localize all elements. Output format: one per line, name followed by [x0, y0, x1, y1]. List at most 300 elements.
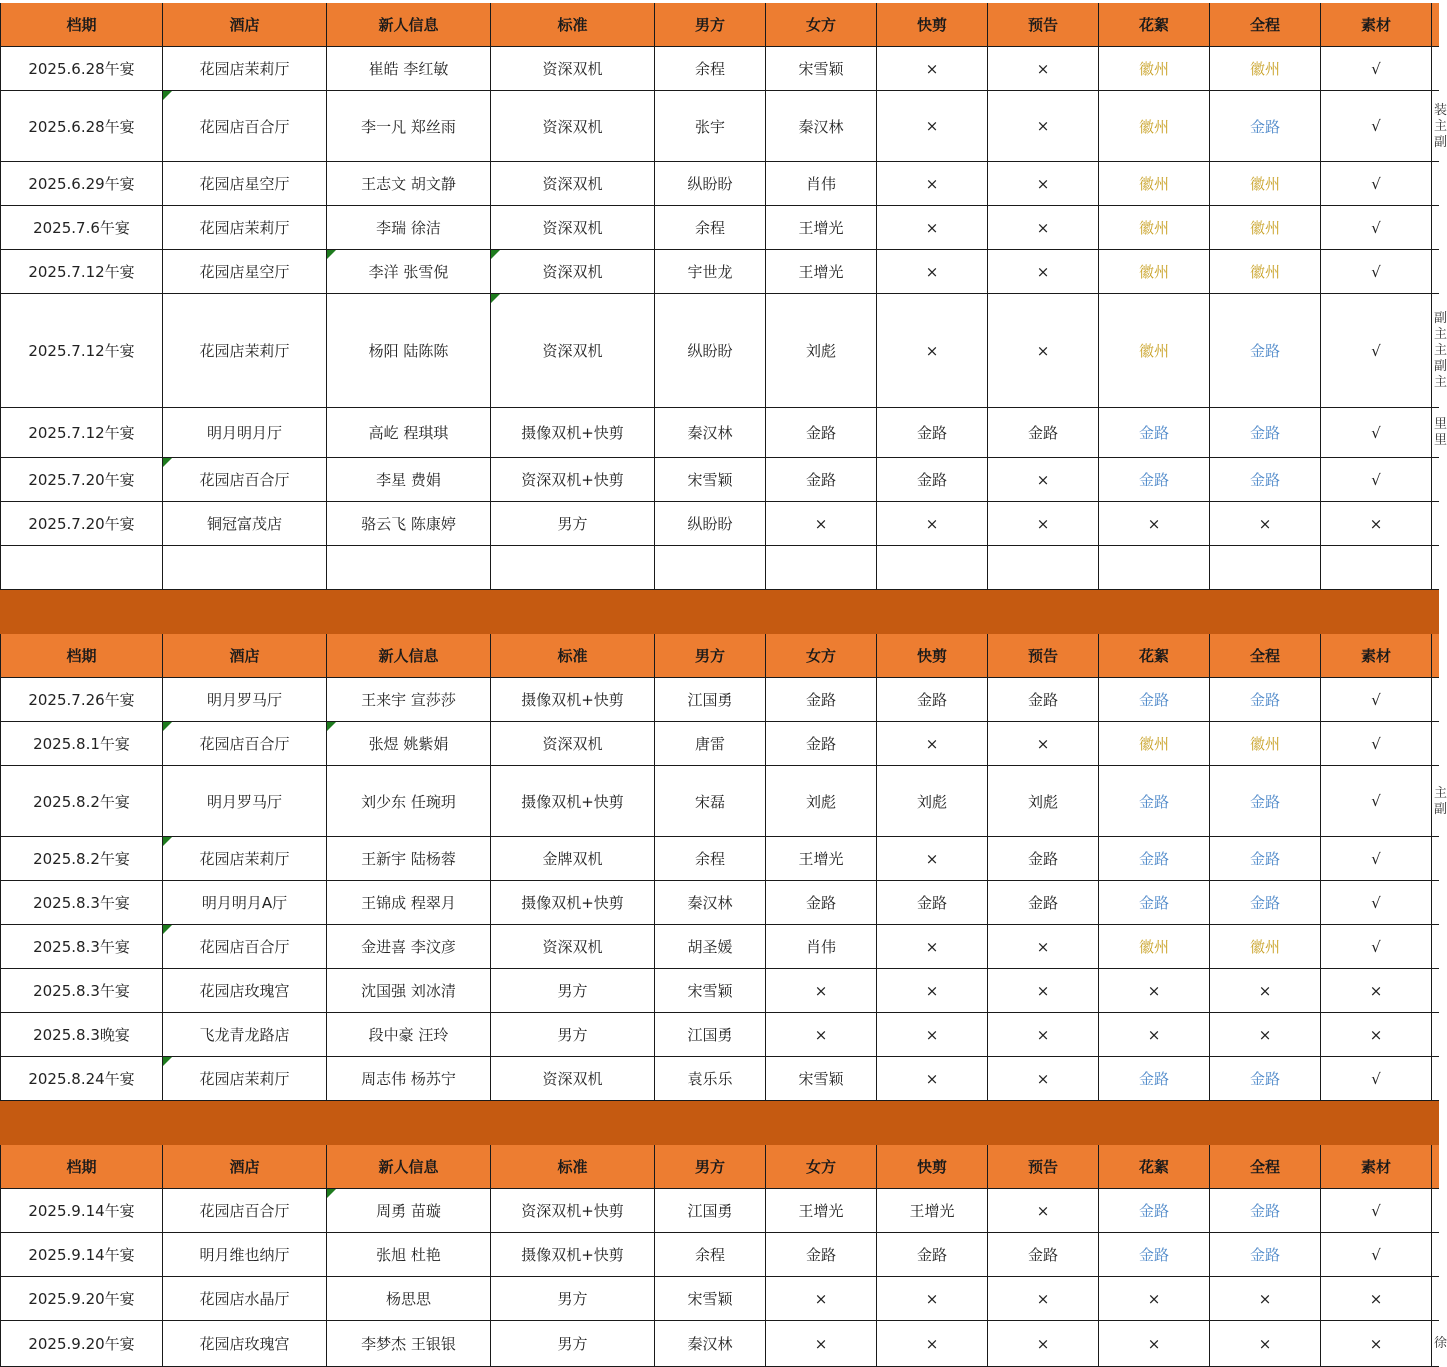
cell-highlights[interactable] [1099, 766, 1210, 837]
cell-groom-side[interactable] [655, 1057, 766, 1101]
cell-bride-side[interactable] [766, 1321, 877, 1367]
cell-text: 资深双机 [542, 219, 603, 237]
cell-trailer[interactable] [988, 969, 1099, 1013]
cell-bride-side[interactable] [766, 250, 877, 294]
cell-hotel[interactable] [163, 1321, 327, 1367]
cell-materials[interactable] [1321, 925, 1432, 969]
column-header-materials[interactable]: 素材 [1321, 1145, 1432, 1189]
cell-groom-side[interactable] [655, 250, 766, 294]
cell-text: 江国勇 [687, 1202, 733, 1220]
cell-full[interactable] [1210, 91, 1321, 162]
cell-couple[interactable] [327, 1189, 491, 1233]
column-header-bride-side[interactable]: 女方 [766, 1145, 877, 1189]
cell-couple[interactable] [327, 206, 491, 250]
cell-text: × [1036, 59, 1050, 78]
cell-trailer[interactable] [988, 502, 1099, 546]
cell-couple[interactable] [327, 837, 491, 881]
cell-hotel[interactable] [163, 678, 327, 722]
cell-package[interactable] [491, 881, 655, 925]
cell-full[interactable] [1210, 47, 1321, 91]
cell-bride-side[interactable] [766, 206, 877, 250]
column-header-materials[interactable]: 素材 [1321, 3, 1432, 47]
cell-full[interactable] [1210, 678, 1321, 722]
cell-trailer[interactable] [988, 766, 1099, 837]
cell-trailer[interactable] [988, 837, 1099, 881]
cell-quick-cut[interactable] [877, 91, 988, 162]
cell-bride-side[interactable] [766, 925, 877, 969]
cell-package[interactable] [491, 1321, 655, 1367]
cell-hotel[interactable] [163, 766, 327, 837]
cell-couple[interactable] [327, 1057, 491, 1101]
cell-date[interactable] [0, 1189, 163, 1233]
cell-materials[interactable] [1321, 837, 1432, 881]
column-header-full[interactable]: 全程 [1210, 1145, 1321, 1189]
cell-package[interactable] [491, 1013, 655, 1057]
cell-full[interactable] [1210, 546, 1321, 590]
cell-highlights[interactable] [1099, 1057, 1210, 1101]
cell-highlights[interactable] [1099, 1233, 1210, 1277]
cell-full[interactable] [1210, 162, 1321, 206]
cell-bride-side[interactable] [766, 294, 877, 408]
cell-trailer[interactable] [988, 162, 1099, 206]
column-header-quick-cut[interactable]: 快剪 [877, 1145, 988, 1189]
cell-highlights[interactable] [1099, 250, 1210, 294]
cell-couple[interactable] [327, 408, 491, 458]
cell-hotel[interactable] [163, 722, 327, 766]
cell-package[interactable] [491, 1057, 655, 1101]
cell-materials[interactable] [1321, 502, 1432, 546]
column-header-groom-side[interactable]: 男方 [655, 1145, 766, 1189]
cell-trailer[interactable] [988, 722, 1099, 766]
cell-bride-side[interactable] [766, 1233, 877, 1277]
cell-package[interactable] [491, 250, 655, 294]
cell-materials[interactable] [1321, 162, 1432, 206]
cell-package[interactable] [491, 294, 655, 408]
cell-highlights[interactable] [1099, 1277, 1210, 1321]
cell-highlights[interactable] [1099, 1189, 1210, 1233]
cell-hotel[interactable] [163, 250, 327, 294]
cell-highlights[interactable] [1099, 91, 1210, 162]
cell-hotel[interactable] [163, 206, 327, 250]
cell-highlights[interactable] [1099, 294, 1210, 408]
cell-couple[interactable] [327, 1321, 491, 1367]
cell-highlights[interactable] [1099, 969, 1210, 1013]
cell-highlights[interactable] [1099, 206, 1210, 250]
cell-materials[interactable] [1321, 1013, 1432, 1057]
cell-couple[interactable] [327, 47, 491, 91]
cell-date[interactable] [0, 1321, 163, 1367]
cell-materials[interactable] [1321, 881, 1432, 925]
cell-materials[interactable] [1321, 722, 1432, 766]
cell-hotel[interactable] [163, 1057, 327, 1101]
cell-materials[interactable] [1321, 47, 1432, 91]
cell-quick-cut[interactable] [877, 1013, 988, 1057]
column-header-date[interactable]: 档期 [0, 1145, 163, 1189]
cell-couple[interactable] [327, 969, 491, 1013]
cell-couple[interactable] [327, 1233, 491, 1277]
cell-full[interactable] [1210, 1233, 1321, 1277]
cell-date[interactable] [0, 1277, 163, 1321]
cell-quick-cut[interactable] [877, 678, 988, 722]
cell-full[interactable] [1210, 766, 1321, 837]
column-header-highlights[interactable]: 花絮 [1099, 1145, 1210, 1189]
column-header-bride-side[interactable]: 女方 [766, 634, 877, 678]
cell-date[interactable] [0, 1057, 163, 1101]
cell-package[interactable] [491, 408, 655, 458]
cell-package[interactable] [491, 1233, 655, 1277]
cell-date[interactable] [0, 458, 163, 502]
cell-bride-side[interactable] [766, 458, 877, 502]
cell-hotel[interactable] [163, 91, 327, 162]
cell-package[interactable] [491, 1189, 655, 1233]
cell-date[interactable] [0, 294, 163, 408]
cell-quick-cut[interactable] [877, 47, 988, 91]
column-header-trailer[interactable]: 预告 [988, 3, 1099, 47]
cell-trailer[interactable] [988, 1321, 1099, 1367]
cell-full[interactable] [1210, 1013, 1321, 1057]
cell-bride-side[interactable] [766, 722, 877, 766]
cell-couple[interactable] [327, 546, 491, 590]
cell-package[interactable] [491, 837, 655, 881]
cell-package[interactable] [491, 969, 655, 1013]
cell-date[interactable] [0, 502, 163, 546]
cell-package[interactable] [491, 458, 655, 502]
cell-trailer[interactable] [988, 881, 1099, 925]
cell-hotel[interactable] [163, 837, 327, 881]
cell-quick-cut[interactable] [877, 546, 988, 590]
cell-quick-cut[interactable] [877, 766, 988, 837]
column-header-package[interactable]: 标准 [491, 634, 655, 678]
cell-groom-side[interactable] [655, 969, 766, 1013]
cell-trailer[interactable] [988, 925, 1099, 969]
cell-materials[interactable] [1321, 458, 1432, 502]
cell-groom-side[interactable] [655, 502, 766, 546]
cell-hotel[interactable] [163, 408, 327, 458]
cell-date[interactable] [0, 91, 163, 162]
cell-text: 宇世龙 [687, 263, 733, 281]
cell-trailer[interactable] [988, 47, 1099, 91]
column-header-groom-side[interactable]: 男方 [655, 3, 766, 47]
cell-full[interactable] [1210, 925, 1321, 969]
cell-date[interactable] [0, 1013, 163, 1057]
cell-couple[interactable] [327, 678, 491, 722]
cell-highlights[interactable] [1099, 458, 1210, 502]
cell-materials[interactable] [1321, 408, 1432, 458]
cell-date[interactable] [0, 925, 163, 969]
cell-hotel[interactable] [163, 47, 327, 91]
cell-date[interactable] [0, 837, 163, 881]
column-header-highlights[interactable]: 花絮 [1099, 3, 1210, 47]
cell-highlights[interactable] [1099, 678, 1210, 722]
cell-date[interactable] [0, 969, 163, 1013]
column-header-groom-side[interactable]: 男方 [655, 634, 766, 678]
cell-quick-cut[interactable] [877, 502, 988, 546]
cell-bride-side[interactable] [766, 91, 877, 162]
cell-trailer[interactable] [988, 546, 1099, 590]
cell-materials[interactable] [1321, 250, 1432, 294]
cell-hotel[interactable] [163, 294, 327, 408]
cell-text: 金路 [805, 1246, 836, 1264]
cell-trailer[interactable] [988, 1013, 1099, 1057]
cell-groom-side[interactable] [655, 1233, 766, 1277]
cell-text: 王增光 [798, 1202, 844, 1220]
cell-groom-side[interactable] [655, 408, 766, 458]
cell-couple[interactable] [327, 458, 491, 502]
cell-bride-side[interactable] [766, 1277, 877, 1321]
cell-trailer[interactable] [988, 1057, 1099, 1101]
cell-date[interactable] [0, 1233, 163, 1277]
cell-groom-side[interactable] [655, 546, 766, 590]
cell-package[interactable] [491, 766, 655, 837]
cell-groom-side[interactable] [655, 925, 766, 969]
cell-materials[interactable] [1321, 294, 1432, 408]
cell-highlights[interactable] [1099, 925, 1210, 969]
cell-materials[interactable] [1321, 766, 1432, 837]
cell-bride-side[interactable] [766, 1057, 877, 1101]
cell-trailer[interactable] [988, 1189, 1099, 1233]
cell-materials[interactable] [1321, 206, 1432, 250]
cell-date[interactable] [0, 408, 163, 458]
cell-hotel[interactable] [163, 458, 327, 502]
cell-materials[interactable] [1321, 1057, 1432, 1101]
cell-couple[interactable] [327, 1277, 491, 1321]
cell-groom-side[interactable] [655, 722, 766, 766]
cell-date[interactable] [0, 766, 163, 837]
overflow-text-fragment: 主 副 [1434, 785, 1447, 817]
cell-highlights[interactable] [1099, 881, 1210, 925]
cell-materials[interactable] [1321, 546, 1432, 590]
cell-trailer[interactable] [988, 294, 1099, 408]
cell-bride-side[interactable] [766, 837, 877, 881]
column-header-trailer[interactable]: 预告 [988, 1145, 1099, 1189]
column-header-quick-cut[interactable]: 快剪 [877, 634, 988, 678]
cell-trailer[interactable] [988, 458, 1099, 502]
cell-package[interactable] [491, 162, 655, 206]
cell-quick-cut[interactable] [877, 837, 988, 881]
cell-package[interactable] [491, 678, 655, 722]
cell-highlights[interactable] [1099, 47, 1210, 91]
column-header-hotel[interactable]: 酒店 [163, 634, 327, 678]
cell-groom-side[interactable] [655, 294, 766, 408]
cell-full[interactable] [1210, 837, 1321, 881]
cell-hotel[interactable] [163, 1233, 327, 1277]
cell-groom-side[interactable] [655, 206, 766, 250]
cell-couple[interactable] [327, 91, 491, 162]
cell-package[interactable] [491, 502, 655, 546]
column-header-package[interactable]: 标准 [491, 1145, 655, 1189]
cell-hotel[interactable] [163, 502, 327, 546]
cell-package[interactable] [491, 925, 655, 969]
cell-highlights[interactable] [1099, 408, 1210, 458]
cell-materials[interactable] [1321, 1321, 1432, 1367]
cell-package[interactable] [491, 47, 655, 91]
cell-couple[interactable] [327, 1013, 491, 1057]
cell-materials[interactable] [1321, 678, 1432, 722]
cell-groom-side[interactable] [655, 162, 766, 206]
cell-date[interactable] [0, 678, 163, 722]
cell-quick-cut[interactable] [877, 925, 988, 969]
cell-couple[interactable] [327, 162, 491, 206]
cell-groom-side[interactable] [655, 458, 766, 502]
cell-quick-cut[interactable] [877, 250, 988, 294]
cell-groom-side[interactable] [655, 1321, 766, 1367]
cell-date[interactable] [0, 47, 163, 91]
cell-date[interactable] [0, 881, 163, 925]
cell-bride-side[interactable] [766, 766, 877, 837]
cell-quick-cut[interactable] [877, 458, 988, 502]
cell-full[interactable] [1210, 294, 1321, 408]
cell-hotel[interactable] [163, 1189, 327, 1233]
column-header-date[interactable]: 档期 [0, 3, 163, 47]
cell-bride-side[interactable] [766, 1189, 877, 1233]
cell-full[interactable] [1210, 1321, 1321, 1367]
column-header-hotel[interactable]: 酒店 [163, 1145, 327, 1189]
cell-date[interactable] [0, 546, 163, 590]
cell-quick-cut[interactable] [877, 722, 988, 766]
cell-trailer[interactable] [988, 250, 1099, 294]
cell-trailer[interactable] [988, 206, 1099, 250]
cell-highlights[interactable] [1099, 162, 1210, 206]
cell-quick-cut[interactable] [877, 408, 988, 458]
cell-hotel[interactable] [163, 1013, 327, 1057]
cell-bride-side[interactable] [766, 546, 877, 590]
cell-hotel[interactable] [163, 925, 327, 969]
cell-full[interactable] [1210, 458, 1321, 502]
comment-indicator-icon [491, 294, 500, 303]
cell-date[interactable] [0, 162, 163, 206]
cell-bride-side[interactable] [766, 408, 877, 458]
cell-groom-side[interactable] [655, 1013, 766, 1057]
cell-full[interactable] [1210, 1189, 1321, 1233]
cell-quick-cut[interactable] [877, 969, 988, 1013]
cell-quick-cut[interactable] [877, 881, 988, 925]
cell-date[interactable] [0, 206, 163, 250]
column-header-full[interactable]: 全程 [1210, 634, 1321, 678]
cell-bride-side[interactable] [766, 502, 877, 546]
cell-date[interactable] [0, 722, 163, 766]
cell-hotel[interactable] [163, 546, 327, 590]
cell-trailer[interactable] [988, 408, 1099, 458]
cell-text: √ [1371, 893, 1381, 912]
cell-date[interactable] [0, 250, 163, 294]
cell-groom-side[interactable] [655, 766, 766, 837]
cell-couple[interactable] [327, 766, 491, 837]
column-header-trailer[interactable]: 预告 [988, 634, 1099, 678]
cell-hotel[interactable] [163, 969, 327, 1013]
cell-highlights[interactable] [1099, 502, 1210, 546]
cell-package[interactable] [491, 206, 655, 250]
cell-hotel[interactable] [163, 881, 327, 925]
column-header-quick-cut[interactable]: 快剪 [877, 3, 988, 47]
cell-bride-side[interactable] [766, 678, 877, 722]
cell-materials[interactable] [1321, 969, 1432, 1013]
cell-bride-side[interactable] [766, 881, 877, 925]
cell-bride-side[interactable] [766, 162, 877, 206]
cell-full[interactable] [1210, 722, 1321, 766]
cell-groom-side[interactable] [655, 47, 766, 91]
cell-quick-cut[interactable] [877, 206, 988, 250]
cell-quick-cut[interactable] [877, 1189, 988, 1233]
cell-trailer[interactable] [988, 91, 1099, 162]
column-header-couple[interactable]: 新人信息 [327, 3, 491, 47]
cell-highlights[interactable] [1099, 1321, 1210, 1367]
cell-quick-cut[interactable] [877, 1233, 988, 1277]
cell-couple[interactable] [327, 722, 491, 766]
cell-text: 金路 [916, 1246, 947, 1264]
column-header-full[interactable]: 全程 [1210, 3, 1321, 47]
cell-package[interactable] [491, 546, 655, 590]
cell-trailer[interactable] [988, 678, 1099, 722]
column-header-couple[interactable]: 新人信息 [327, 634, 491, 678]
cell-couple[interactable] [327, 294, 491, 408]
cell-quick-cut[interactable] [877, 162, 988, 206]
cell-package[interactable] [491, 722, 655, 766]
cell-quick-cut[interactable] [877, 294, 988, 408]
cell-quick-cut[interactable] [877, 1321, 988, 1367]
cell-materials[interactable] [1321, 1233, 1432, 1277]
cell-materials[interactable] [1321, 1189, 1432, 1233]
cell-couple[interactable] [327, 925, 491, 969]
cell-groom-side[interactable] [655, 881, 766, 925]
column-header-hotel[interactable]: 酒店 [163, 3, 327, 47]
table-row [0, 546, 1439, 590]
cell-trailer[interactable] [988, 1277, 1099, 1321]
cell-highlights[interactable] [1099, 546, 1210, 590]
column-header-bride-side[interactable]: 女方 [766, 3, 877, 47]
offscreen-column-edge [1432, 634, 1439, 678]
cell-full[interactable] [1210, 206, 1321, 250]
cell-trailer[interactable] [988, 1233, 1099, 1277]
cell-text: 徽州 [1138, 263, 1169, 281]
cell-couple[interactable] [327, 502, 491, 546]
cell-groom-side[interactable] [655, 837, 766, 881]
column-header-materials[interactable]: 素材 [1321, 634, 1432, 678]
cell-groom-side[interactable] [655, 678, 766, 722]
cell-highlights[interactable] [1099, 837, 1210, 881]
cell-quick-cut[interactable] [877, 1057, 988, 1101]
cell-full[interactable] [1210, 1277, 1321, 1321]
cell-full[interactable] [1210, 969, 1321, 1013]
cell-full[interactable] [1210, 881, 1321, 925]
cell-text: 2025.7.12午宴 [28, 342, 135, 360]
cell-materials[interactable] [1321, 91, 1432, 162]
column-header-couple[interactable]: 新人信息 [327, 1145, 491, 1189]
cell-hotel[interactable] [163, 1277, 327, 1321]
cell-couple[interactable] [327, 881, 491, 925]
cell-full[interactable] [1210, 502, 1321, 546]
cell-hotel[interactable] [163, 162, 327, 206]
cell-full[interactable] [1210, 250, 1321, 294]
cell-bride-side[interactable] [766, 969, 877, 1013]
column-header-package[interactable]: 标准 [491, 3, 655, 47]
cell-bride-side[interactable] [766, 1013, 877, 1057]
cell-groom-side[interactable] [655, 1189, 766, 1233]
cell-couple[interactable] [327, 250, 491, 294]
cell-package[interactable] [491, 1277, 655, 1321]
cell-highlights[interactable] [1099, 722, 1210, 766]
cell-bride-side[interactable] [766, 47, 877, 91]
cell-highlights[interactable] [1099, 1013, 1210, 1057]
column-header-highlights[interactable]: 花絮 [1099, 634, 1210, 678]
cell-package[interactable] [491, 91, 655, 162]
cell-groom-side[interactable] [655, 1277, 766, 1321]
cell-groom-side[interactable] [655, 91, 766, 162]
cell-materials[interactable] [1321, 1277, 1432, 1321]
cell-full[interactable] [1210, 408, 1321, 458]
cell-quick-cut[interactable] [877, 1277, 988, 1321]
cell-full[interactable] [1210, 1057, 1321, 1101]
column-header-date[interactable]: 档期 [0, 634, 163, 678]
